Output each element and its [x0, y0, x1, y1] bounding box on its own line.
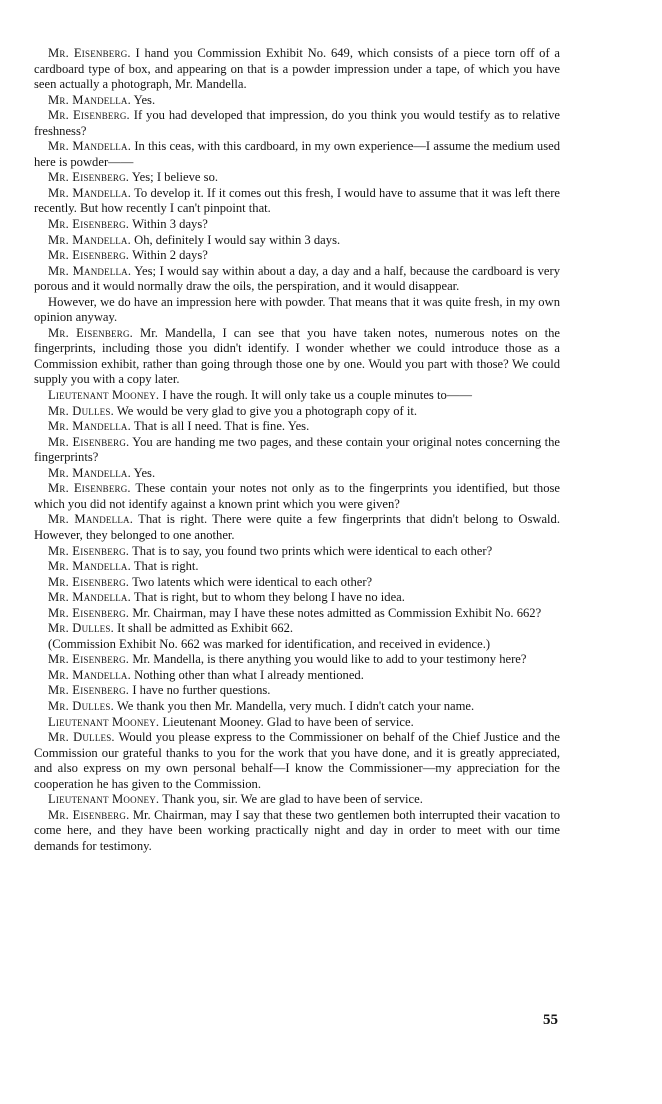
speaker-name: Mr. Mandella. — [48, 92, 131, 107]
paragraph-text: I have no further questions. — [132, 683, 271, 698]
transcript-paragraph — [34, 295, 560, 326]
transcript-paragraph — [34, 730, 560, 792]
transcript-paragraph — [34, 808, 560, 855]
paragraph-text: In this ceas, with this cardboard, in my own experience—I assume the medium used here is powder—— — [34, 139, 560, 169]
paragraph-text: Mr. Chairman, may I have these notes admitted as Commission Exhibit No. 662? — [132, 605, 542, 620]
paragraph-text: (Commission Exhibit No. 662 was marked for identification, and received in evidence.) — [48, 636, 491, 651]
transcript-paragraph — [34, 435, 560, 466]
speaker-name: Mr. Mandella. — [48, 263, 132, 278]
speaker-name: Lieutenant Mooney. — [48, 388, 160, 403]
paragraph-text: Thank you, sir. We are glad to have been of service. — [162, 792, 423, 807]
paragraph-text: That is to say, you found two prints which were identical to each other? — [132, 543, 493, 558]
speaker-name: Mr. Mandella. — [48, 667, 131, 682]
speaker-name: Mr. Eisenberg. — [48, 217, 130, 232]
speaker-name: Mr. Dulles. — [48, 621, 114, 636]
transcript-paragraph — [34, 108, 560, 139]
paragraph-text: That is right. — [133, 559, 199, 574]
paragraph-text: To develop it. If it comes out this fresh, I would have to assume that it was left there recently. But how recently I can't pinpoint that. — [34, 185, 560, 216]
speaker-name: Mr. Eisenberg. — [48, 481, 131, 496]
transcript-paragraph — [34, 699, 560, 715]
paragraph-text: Two latents which were identical to each other? — [132, 574, 373, 589]
transcript-paragraph — [34, 637, 560, 653]
paragraph-text: Within 2 days? — [132, 248, 208, 263]
speaker-name: Mr. Eisenberg. — [48, 325, 133, 340]
transcript-page — [34, 46, 560, 854]
speaker-name: Mr. Mandella. — [48, 232, 131, 247]
transcript-paragraph — [34, 404, 560, 420]
transcript-paragraph — [34, 248, 560, 264]
transcript-paragraph — [34, 668, 560, 684]
paragraph-text: Nothing other than what I already mentioned. — [134, 667, 364, 682]
speaker-name: Mr. Mandella. — [48, 590, 131, 605]
transcript-paragraph — [34, 792, 560, 808]
paragraph-text: These contain your notes not only as to the fingerprints you identified, but those which you did not identify against a known print which you were given? — [34, 481, 560, 511]
speaker-name: Mr. Eisenberg. — [48, 807, 130, 822]
paragraph-text: Lieutenant Mooney. Glad to have been of service. — [162, 714, 414, 729]
transcript-paragraph — [34, 606, 560, 622]
paragraph-text: You are handing me two pages, and these contain your original notes concerning the fingerprints? — [34, 434, 560, 465]
speaker-name: Mr. Eisenberg. — [48, 605, 130, 620]
transcript-paragraph — [34, 264, 560, 295]
transcript-paragraph — [34, 715, 560, 731]
paragraph-text: That is right, but to whom they belong I have no idea. — [133, 590, 405, 605]
paragraph-text: Mr. Mandella, is there anything you would like to add to your testimony here? — [132, 652, 527, 667]
transcript-paragraph — [34, 93, 560, 109]
transcript-paragraph — [34, 621, 560, 637]
speaker-name: Mr. Mandella. — [48, 465, 131, 480]
speaker-name: Lieutenant Mooney. — [48, 792, 160, 807]
speaker-name: Mr. Mandella. — [48, 559, 131, 574]
paragraph-text: It shall be admitted as Exhibit 662. — [117, 621, 294, 636]
transcript-paragraph — [34, 652, 560, 668]
speaker-name: Mr. Eisenberg. — [48, 434, 130, 449]
paragraph-text: That is right. There were quite a few fingerprints that didn't belong to Oswald. However, they belonged to one another. — [34, 512, 561, 542]
transcript-paragraph — [34, 186, 560, 217]
speaker-name: Mr. Mandella. — [48, 512, 134, 527]
paragraph-text: Yes. — [133, 465, 156, 480]
transcript-paragraph — [34, 575, 560, 591]
speaker-name: Mr. Eisenberg. — [48, 652, 130, 667]
speaker-name: Mr. Mandella. — [48, 419, 131, 434]
transcript-body — [34, 46, 560, 854]
paragraph-text: Mr. Chairman, may I say that these two gentlemen both interrupted their vacation to come here, and they have been working practically night and day in order to meet with our time demands for testimony. — [34, 807, 560, 853]
transcript-paragraph — [34, 46, 560, 93]
transcript-paragraph — [34, 544, 560, 560]
transcript-paragraph — [34, 481, 560, 512]
speaker-name: Mr. Eisenberg. — [48, 248, 130, 263]
transcript-paragraph — [34, 217, 560, 233]
transcript-paragraph — [34, 683, 560, 699]
transcript-paragraph — [34, 466, 560, 482]
paragraph-text: That is all I need. That is fine. Yes. — [133, 419, 310, 434]
paragraph-text: However, we do have an impression here with powder. That means that it was quite fresh, in my own opinion anyway. — [34, 294, 560, 325]
paragraph-text: Yes; I believe so. — [131, 170, 219, 185]
transcript-paragraph — [34, 512, 560, 543]
speaker-name: Mr. Dulles. — [48, 698, 114, 713]
paragraph-text: I have the rough. It will only take us a couple minutes to—— — [162, 388, 472, 403]
speaker-name: Mr. Eisenberg. — [48, 543, 130, 558]
speaker-name: Mr. Mandella. — [48, 185, 132, 200]
page-number: 55 — [543, 1012, 558, 1028]
paragraph-text: Yes; I would say within about a day, a day and a half, because the cardboard is very porous and it would normally draw the oils, the perspiration, and it would disappear. — [34, 263, 560, 294]
speaker-name: Mr. Dulles. — [48, 730, 115, 745]
transcript-paragraph — [34, 559, 560, 575]
speaker-name: Mr. Eisenberg. — [48, 574, 130, 589]
paragraph-text: We would be very glad to give you a photograph copy of it. — [116, 403, 417, 418]
paragraph-text: Yes. — [133, 92, 156, 107]
speaker-name: Mr. Eisenberg. — [48, 683, 130, 698]
transcript-paragraph — [34, 170, 560, 186]
transcript-paragraph — [34, 590, 560, 606]
speaker-name: Lieutenant Mooney. — [48, 714, 160, 729]
transcript-paragraph — [34, 139, 560, 170]
paragraph-text: Within 3 days? — [132, 217, 208, 232]
paragraph-text: Oh, definitely I would say within 3 days. — [134, 232, 341, 247]
transcript-paragraph — [34, 419, 560, 435]
paragraph-text: Mr. Mandella, I can see that you have taken notes, numerous notes on the fingerprints, including those you didn't identify. I wonder whether we could introduce those as a Commission exhibit, rather than going through those one by one. Would you part with those? We could supply you with a copy later. — [34, 325, 560, 387]
transcript-paragraph — [34, 233, 560, 249]
paragraph-text: Would you please express to the Commissioner on behalf of the Chief Justice and the Commission our grateful thanks to you for the work that you have done, and it is greatly appreciated, and also express on my own personal behalf—I know the Commissioner—my appreciation for the cooperation he has given to the Commission. — [34, 730, 560, 791]
paragraph-text: I hand you Commission Exhibit No. 649, which consists of a piece torn off of a cardboard type of box, and appearing on that is a powder impression under a tape, of which you have seen actually a photograph, Mr. Mandella. — [34, 46, 560, 92]
speaker-name: Mr. Eisenberg. — [48, 170, 130, 185]
transcript-paragraph — [34, 388, 560, 404]
speaker-name: Mr. Dulles. — [48, 403, 114, 418]
speaker-name: Mr. Eisenberg. — [48, 46, 131, 60]
speaker-name: Mr. Mandella. — [48, 139, 132, 154]
transcript-paragraph — [34, 326, 560, 388]
paragraph-text: We thank you then Mr. Mandella, very much. I didn't catch your name. — [116, 698, 475, 713]
paragraph-text: If you had developed that impression, do you think you would testify as to relative freshness? — [34, 108, 560, 138]
speaker-name: Mr. Eisenberg. — [48, 108, 130, 123]
